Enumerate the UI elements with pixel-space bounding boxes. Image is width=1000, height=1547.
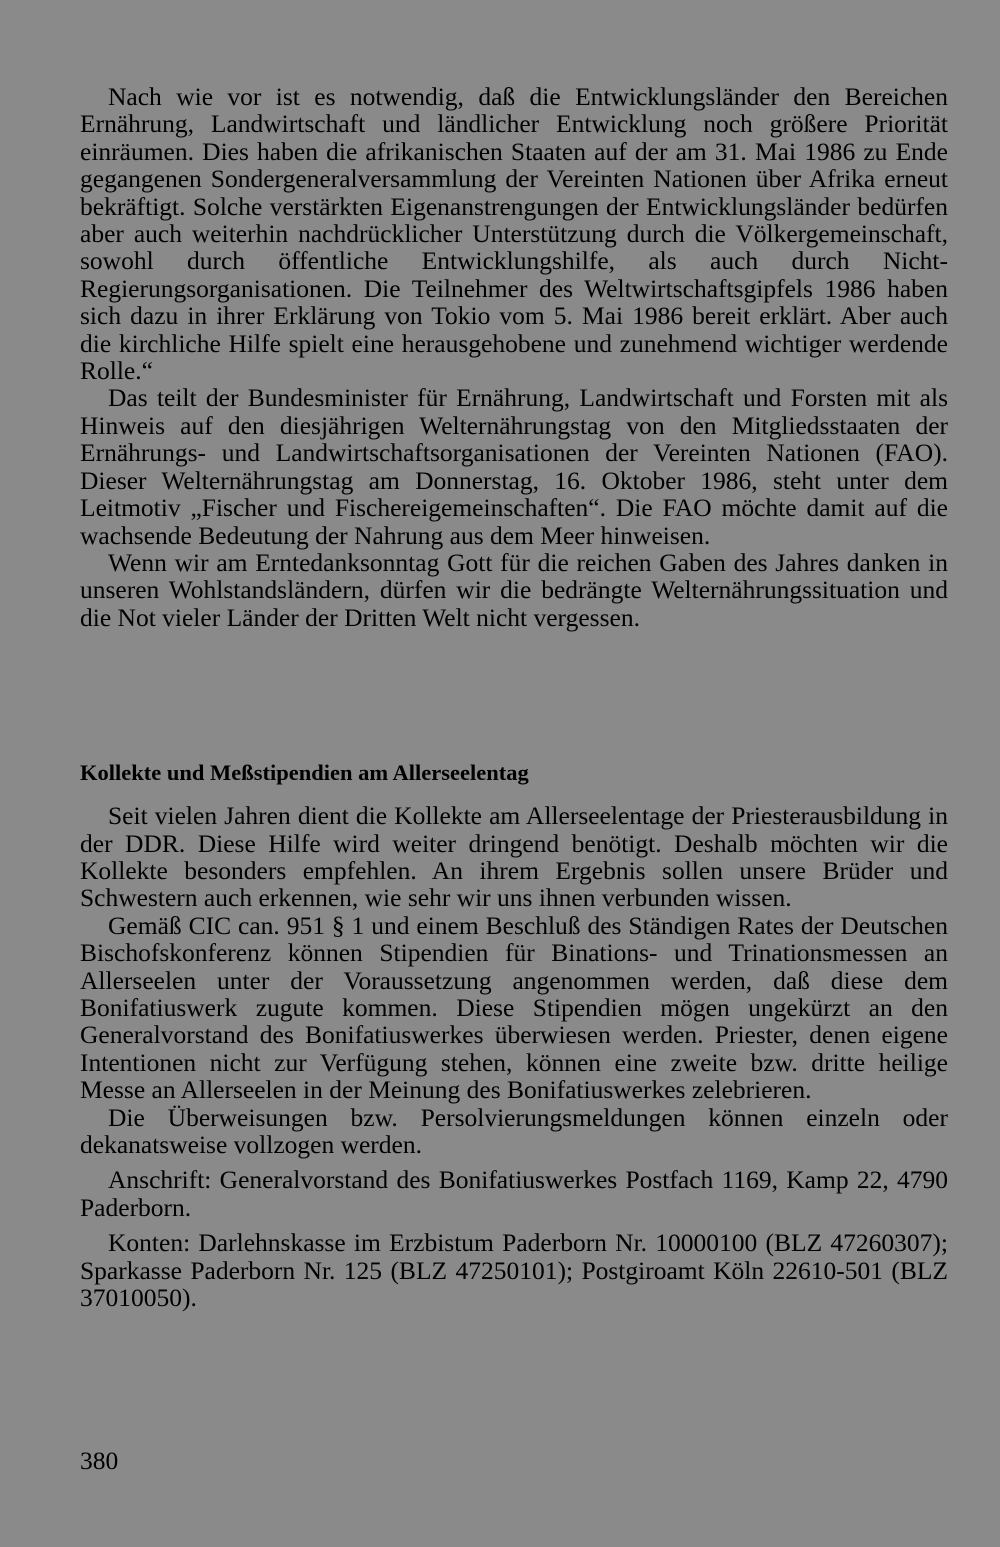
body-paragraph: Seit vielen Jahren dient die Kollekte am Allerseelentage der Priesterausbildung in der DDR. Diese Hilfe wird weiter dringend benötigt. Deshalb möchten wir die Kollekte besonders empfehlen. An ihrem Ergebnis sollen unsere Brüder und Schwestern auch erkennen, wie sehr wir uns ihnen verbunden wissen.: [80, 801, 948, 913]
body-paragraph: Wenn wir am Erntedanksonntag Gott für die reichen Gaben des Jahres danken in unseren Wohlstandsländern, dürfen wir die bedrängte Welternährungssituation und die Not vieler Länder der Dritten Welt nicht vergessen.: [80, 547, 948, 632]
body-paragraph: Die Überweisungen bzw. Persolvierungsmeldungen können einzeln oder dekanatsweise vollzogen werden.: [80, 1102, 948, 1159]
page-content: [80, 83, 948, 1311]
accounts-paragraph: Konten: Darlehnskasse im Erzbistum Paderborn Nr. 10000100 (BLZ 47260307); Sparkasse Paderborn Nr. 125 (BLZ 47250101); Postgiroamt Köln 22610-501 (BLZ 37010050).: [80, 1228, 948, 1313]
section-spacer: [80, 631, 948, 759]
body-paragraph: Das teilt der Bundesminister für Ernährung, Landwirtschaft und Forsten mit als Hinweis auf den diesjährigen Welternährungstag von den Mitgliedsstaaten der Ernährungs- und Landwirtschaftsorganisationen der Vereinten Nationen (FAO). Dieser Welternährungstag am Donnerstag, 16. Oktober 1986, steht unter dem Leitmotiv „Fischer und Fischereigemeinschaften“. Die FAO möchte damit auf die wachsende Bedeutung der Nahrung aus dem Meer hinweisen.: [80, 383, 948, 550]
address-paragraph: Anschrift: Generalvorstand des Bonifatiuswerkes Postfach 1169, Kamp 22, 4790 Paderborn.: [80, 1165, 948, 1222]
body-paragraph: Gemäß CIC can. 951 § 1 und einem Beschluß des Ständigen Rates der Deutschen Bischofskonferenz können Stipendien für Binations- und Trinationsmessen an Allerseelen unter der Voraussetzung angenommen werden, daß diese dem Bonifatiuswerk zugute kommen. Diese Stipendien mögen ungekürzt an den Generalvorstand des Bonifatiuswerkes überwiesen werden. Priester, denen eigene Intentionen nicht zur Verfügung stehen, können eine zweite bzw. dritte heilige Messe an Allerseelen in der Meinung des Bonifatiuswerkes zelebrieren.: [80, 910, 948, 1105]
page-number: 380: [80, 1446, 119, 1475]
body-paragraph: Nach wie vor ist es notwendig, daß die Entwicklungsländer den Bereichen Ernährung, Landwirtschaft und ländlicher Entwicklung noch größere Priorität einräumen. Dies haben die afrikanischen Staaten auf der am 31. Mai 1986 zu Ende gegangenen Sondergeneralversammlung der Vereinten Nationen über Afrika erneut bekräftigt. Solche verstärkten Eigenanstrengungen der Entwicklungsländer bedürfen aber auch weiterhin nachdrücklicher Unterstützung durch die Völkergemeinschaft, sowohl durch öffentliche Entwicklungshilfe, als auch durch Nicht-Regierungsorganisationen. Die Teilnehmer des Weltwirtschaftsgipfels 1986 haben sich dazu in ihrer Erklärung von Tokio vom 5. Mai 1986 bereit erklärt. Aber auch die kirchliche Hilfe spielt eine herausgehobene und zunehmend wichtiger werdende Rolle.“: [80, 82, 948, 386]
section-heading: Kollekte und Meßstipendien am Allerseelentag: [80, 760, 529, 786]
